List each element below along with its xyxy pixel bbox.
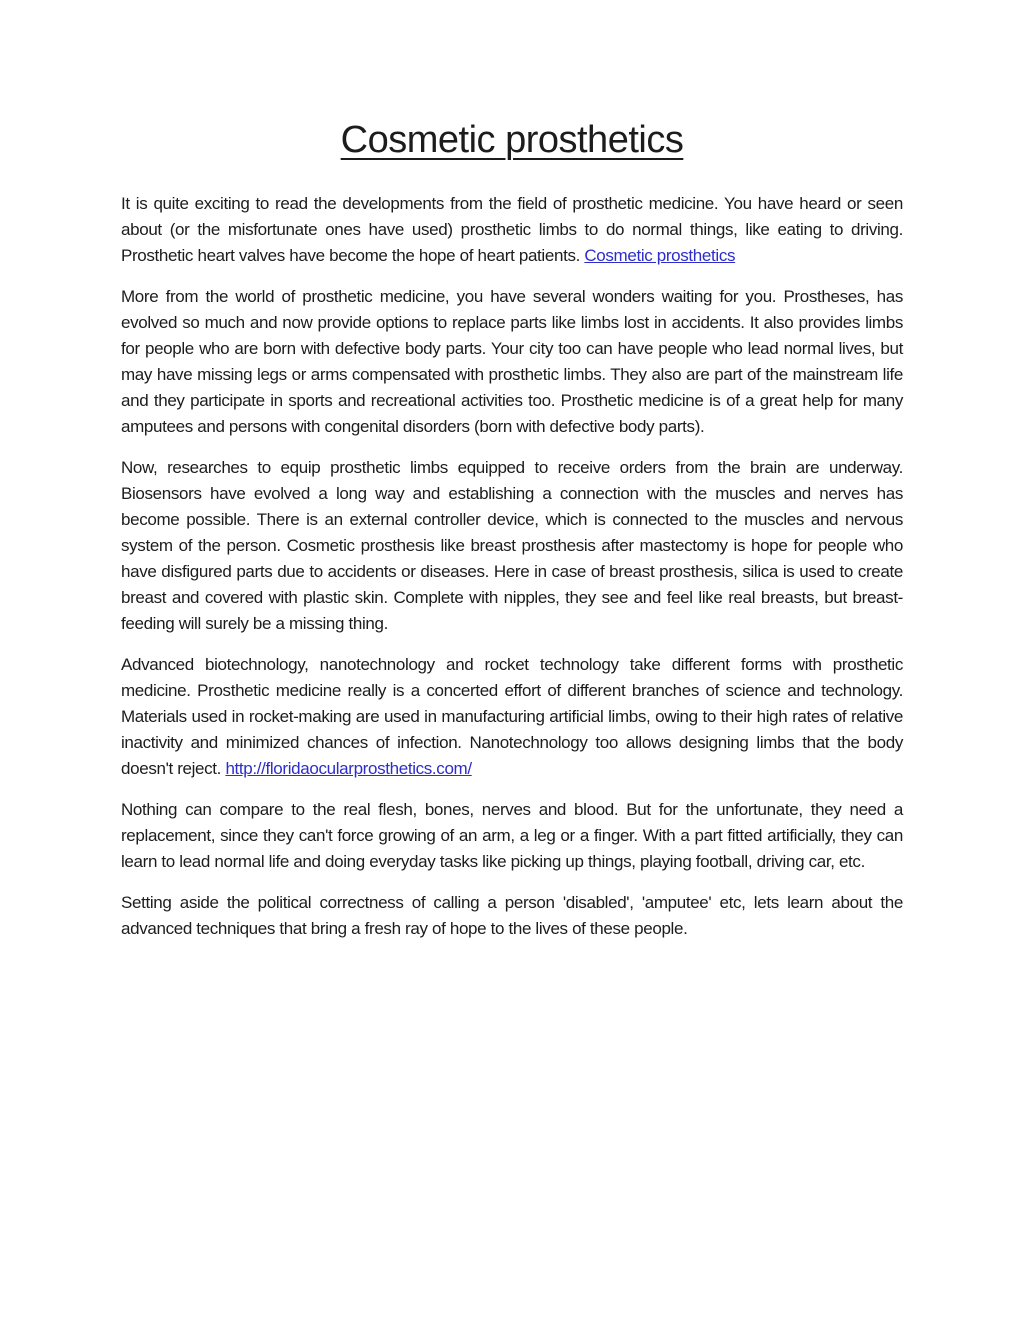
paragraph-text: Nothing can compare to the real flesh, bones, nerves and blood. But for the unfortunate, they need a replacement, since they can't force growing of an arm, a leg or a finger. With a part fitted artificially, they can learn to lead normal life and doing everyday tasks like picking up things, playing football, driving car, etc. — [121, 800, 903, 871]
paragraph — [121, 797, 903, 875]
paragraph — [121, 191, 903, 269]
paragraph — [121, 890, 903, 942]
page-title: Cosmetic prosthetics — [340, 119, 684, 161]
paragraph — [121, 284, 903, 440]
florida-ocular-prosthetics-link[interactable]: http://floridaocularprosthetics.com/ — [225, 759, 472, 778]
paragraph-text: Advanced biotechnology, nanotechnology and rocket technology take different forms with prosthetic medicine. Prosthetic medicine really is a concerted effort of different branches of science and technology. Materials used in rocket-making are used in manufacturing artificial limbs, owing to their high rates of relative inactivity and minimized chances of infection. Nanotechnology too allows designing limbs that the body doesn't reject. — [121, 655, 903, 778]
paragraph — [121, 652, 903, 782]
paragraph — [121, 455, 903, 637]
cosmetic-prosthetics-link[interactable]: Cosmetic prosthetics — [584, 246, 736, 265]
paragraph-text: Now, researches to equip prosthetic limbs equipped to receive orders from the brain are underway. Biosensors have evolved a long way and establishing a connection with the muscles and nerves has become possible. There is an external controller device, which is connected to the muscles and nervous system of the person. Cosmetic prosthesis like breast prosthesis after mastectomy is hope for people who have disfigured parts due to accidents or diseases. Here in case of breast prosthesis, silica is used to create breast and covered with plastic skin. Complete with nipples, they see and feel like real breasts, but breast-feeding will surely be a missing thing. — [121, 458, 903, 633]
paragraph-text: More from the world of prosthetic medicine, you have several wonders waiting for you. Prostheses, has evolved so much and now provide options to replace parts like limbs lost in accidents. It also provides limbs for people who are born with defective body parts. Your city too can have people who lead normal lives, but may have missing legs or arms compensated with prosthetic limbs. They also are part of the mainstream life and they participate in sports and recreational activities too. Prosthetic medicine is of a great help for many amputees and persons with congenital disorders (born with defective body parts). — [121, 287, 903, 436]
paragraph-text: Setting aside the political correctness of calling a person 'disabled', 'amputee' etc, lets learn about the advanced techniques that bring a fresh ray of hope to the lives of these people. — [121, 893, 903, 938]
paragraph-text: It is quite exciting to read the developments from the field of prosthetic medicine. You have heard or seen about (or the misfortunate ones have used) prosthetic limbs to do normal things, like eating to driving. Prosthetic heart valves have become the hope of heart patients. — [121, 194, 903, 265]
